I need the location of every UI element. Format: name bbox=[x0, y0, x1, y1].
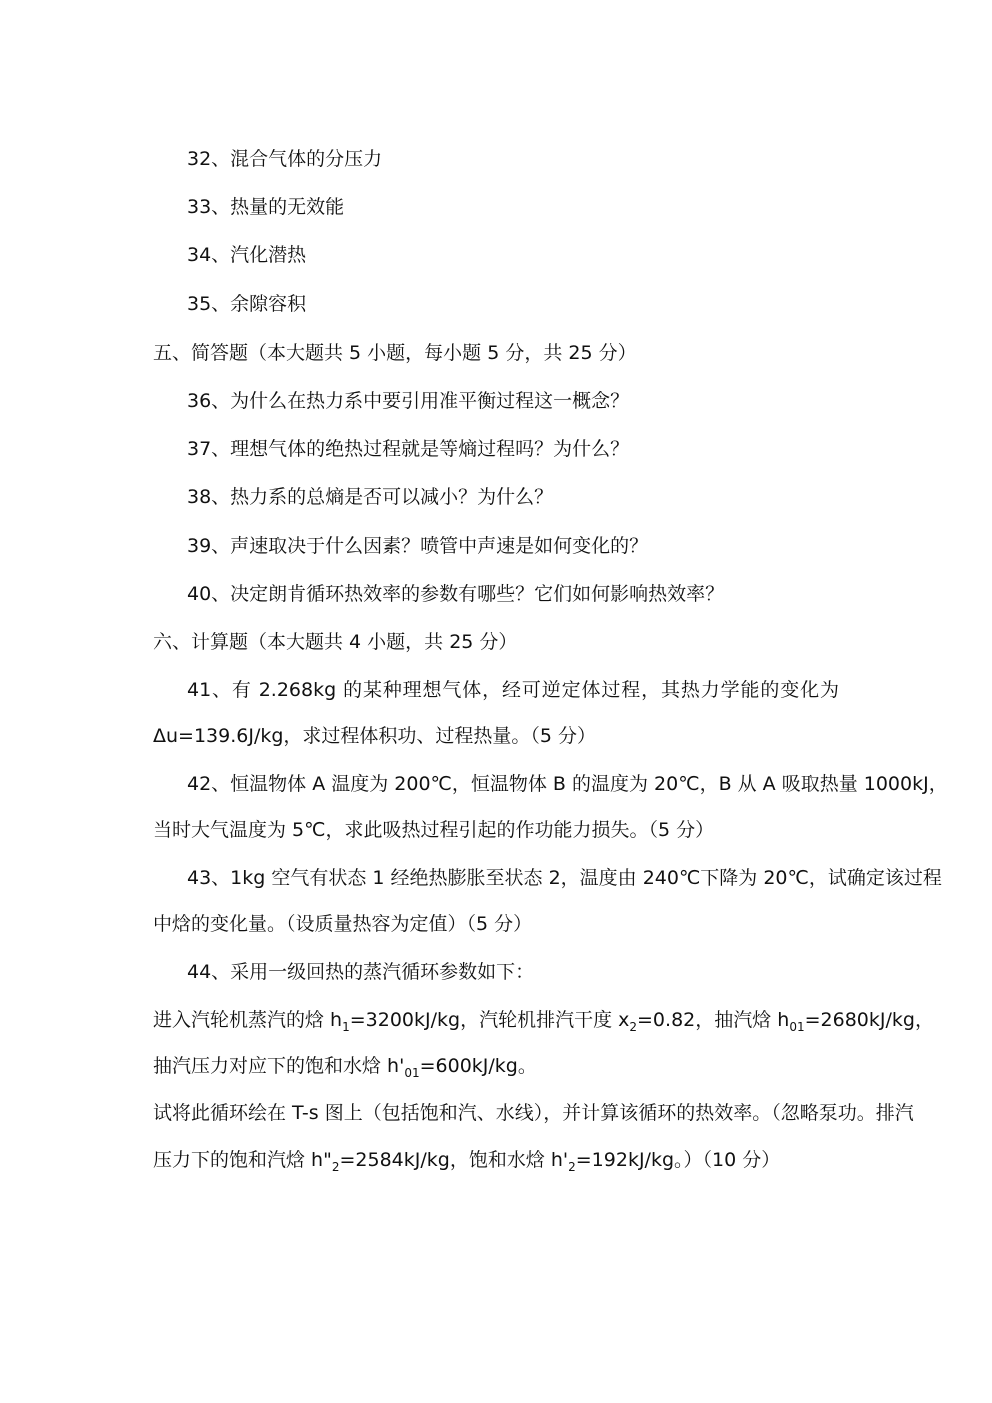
question-41-line-1: 41、有 2.268kg 的某种理想气体，经可逆定体过程，其热力学能的变化为 bbox=[187, 679, 839, 701]
question-42-line-1: 42、恒温物体 A 温度为 200℃，恒温物体 B 的温度为 20℃，B 从 A 吸取热量 1000kJ， bbox=[187, 773, 948, 795]
question-44-line-5: 压力下的饱和汽焓 $h"_2=2584kJ/kg$，饱和水焓 $h'_2=192kJ/kg$。）（10 分） bbox=[153, 1149, 781, 1174]
question-44-line-3: 抽汽压力对应下的饱和水焓 $h'_{01}=600kJ/kg$。 bbox=[153, 1055, 537, 1080]
question-35: 35、余隙容积 bbox=[187, 293, 307, 315]
question-44-line-4: 试将此循环绘在 T-s 图上（包括饱和汽、水线），并计算该循环的热效率。（忽略泵功。排汽 bbox=[153, 1102, 914, 1124]
question-37: 37、理想气体的绝热过程就是等熵过程吗？为什么？ bbox=[187, 438, 630, 460]
question-38: 38、热力系的总熵是否可以减小？为什么？ bbox=[187, 486, 554, 508]
section-6-heading: 六、计算题（本大题共 4 小题，共 25 分） bbox=[153, 631, 518, 653]
question-44-line-1: 44、采用一级回热的蒸汽循环参数如下： bbox=[187, 961, 535, 983]
question-36: 36、为什么在热力系中要引用准平衡过程这一概念？ bbox=[187, 390, 630, 412]
question-32: 32、混合气体的分压力 bbox=[187, 148, 383, 170]
question-43-line-2: 中焓的变化量。（设质量热容为定值）（5 分） bbox=[153, 913, 533, 935]
question-40: 40、决定朗肯循环热效率的参数有哪些？它们如何影响热效率？ bbox=[187, 583, 725, 605]
question-34: 34、汽化潜热 bbox=[187, 244, 307, 266]
question-43-line-1: 43、1kg 空气有状态 1 经绝热膨胀至状态 2，温度由 240℃下降为 20℃，试确定该过程 bbox=[187, 867, 942, 889]
question-33: 33、热量的无效能 bbox=[187, 196, 345, 218]
question-42-line-2: 当时大气温度为 5℃，求此吸热过程引起的作功能力损失。（5 分） bbox=[153, 819, 715, 841]
section-5-heading: 五、简答题（本大题共 5 小题，每小题 5 分，共 25 分） bbox=[153, 342, 637, 364]
question-41-line-2: Δu=139.6J/kg，求过程体积功、过程热量。（5 分） bbox=[153, 725, 597, 747]
question-44-line-2: 进入汽轮机蒸汽的焓 $h_1=3200kJ/kg$，汽轮机排汽干度 $x_2=0.82$，抽汽焓 $h_{01}=2680kJ/kg$， bbox=[153, 1009, 934, 1034]
question-39: 39、声速取决于什么因素？喷管中声速是如何变化的？ bbox=[187, 535, 649, 557]
